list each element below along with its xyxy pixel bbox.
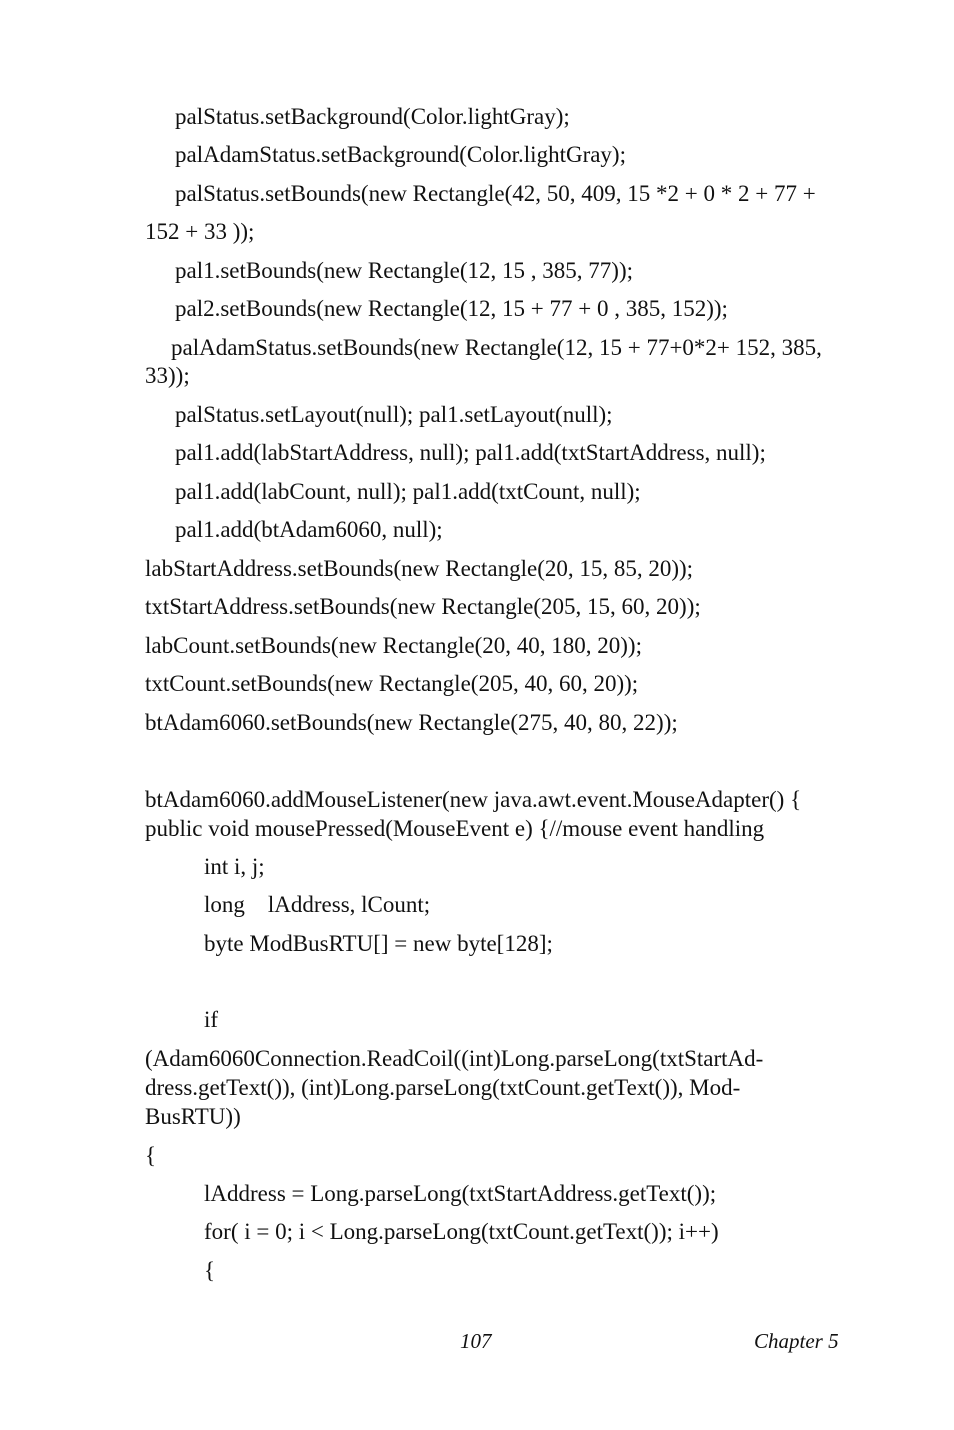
code-line: dress.getText()), (int)Long.parseLong(txtCount.getText()), Mod- bbox=[145, 1075, 741, 1100]
code-line: pal1.add(labCount, null); pal1.add(txtCount, null); bbox=[175, 479, 641, 504]
page-number: 107 bbox=[460, 1329, 492, 1353]
code-line: BusRTU)) bbox=[145, 1104, 241, 1129]
code-line: btAdam6060.addMouseListener(new java.awt.event.MouseAdapter() { bbox=[145, 787, 802, 812]
code-line: { bbox=[145, 1143, 157, 1168]
code-line: txtStartAddress.setBounds(new Rectangle(205, 15, 60, 20)); bbox=[145, 594, 701, 619]
code-line: pal2.setBounds(new Rectangle(12, 15 + 77 + 0 , 385, 152)); bbox=[175, 296, 728, 321]
code-line: lAddress = Long.parseLong(txtStartAddress.getText()); bbox=[204, 1181, 717, 1206]
code-line: palAdamStatus.setBounds(new Rectangle(12, 15 + 77+0*2+ 152, 385, bbox=[171, 335, 822, 360]
code-line: (Adam6060Connection.ReadCoil((int)Long.parseLong(txtStartAd- bbox=[145, 1046, 764, 1071]
code-line: if bbox=[204, 1007, 219, 1032]
code-line: for( i = 0; i < Long.parseLong(txtCount.getText()); i++) bbox=[204, 1219, 719, 1244]
code-line: txtCount.setBounds(new Rectangle(205, 40, 60, 20)); bbox=[145, 671, 639, 696]
code-line: labCount.setBounds(new Rectangle(20, 40, 180, 20)); bbox=[145, 633, 642, 658]
code-line: int i, j; bbox=[204, 854, 265, 879]
code-line: public void mousePressed(MouseEvent e) {//mouse event handling bbox=[145, 816, 765, 841]
chapter-label: Chapter 5 bbox=[754, 1329, 839, 1353]
code-line: pal1.add(labStartAddress, null); pal1.add(txtStartAddress, null); bbox=[175, 440, 766, 465]
code-line: 33)); bbox=[145, 363, 190, 388]
code-line: pal1.add(btAdam6060, null); bbox=[175, 517, 443, 542]
code-line: pal1.setBounds(new Rectangle(12, 15 , 385, 77)); bbox=[175, 258, 633, 283]
code-line: 152 + 33 )); bbox=[145, 219, 255, 244]
code-line: { bbox=[204, 1258, 216, 1283]
code-line: palStatus.setLayout(null); pal1.setLayout(null); bbox=[175, 402, 613, 427]
code-line: labStartAddress.setBounds(new Rectangle(20, 15, 85, 20)); bbox=[145, 556, 694, 581]
code-line: palAdamStatus.setBackground(Color.lightGray); bbox=[175, 142, 626, 167]
code-line: long lAddress, lCount; bbox=[204, 892, 431, 917]
code-line: byte ModBusRTU[] = new byte[128]; bbox=[204, 931, 553, 956]
code-line: palStatus.setBackground(Color.lightGray); bbox=[175, 104, 570, 129]
code-line: btAdam6060.setBounds(new Rectangle(275, 40, 80, 22)); bbox=[145, 710, 678, 735]
code-line: palStatus.setBounds(new Rectangle(42, 50, 409, 15 *2 + 0 * 2 + 77 + bbox=[175, 181, 816, 206]
